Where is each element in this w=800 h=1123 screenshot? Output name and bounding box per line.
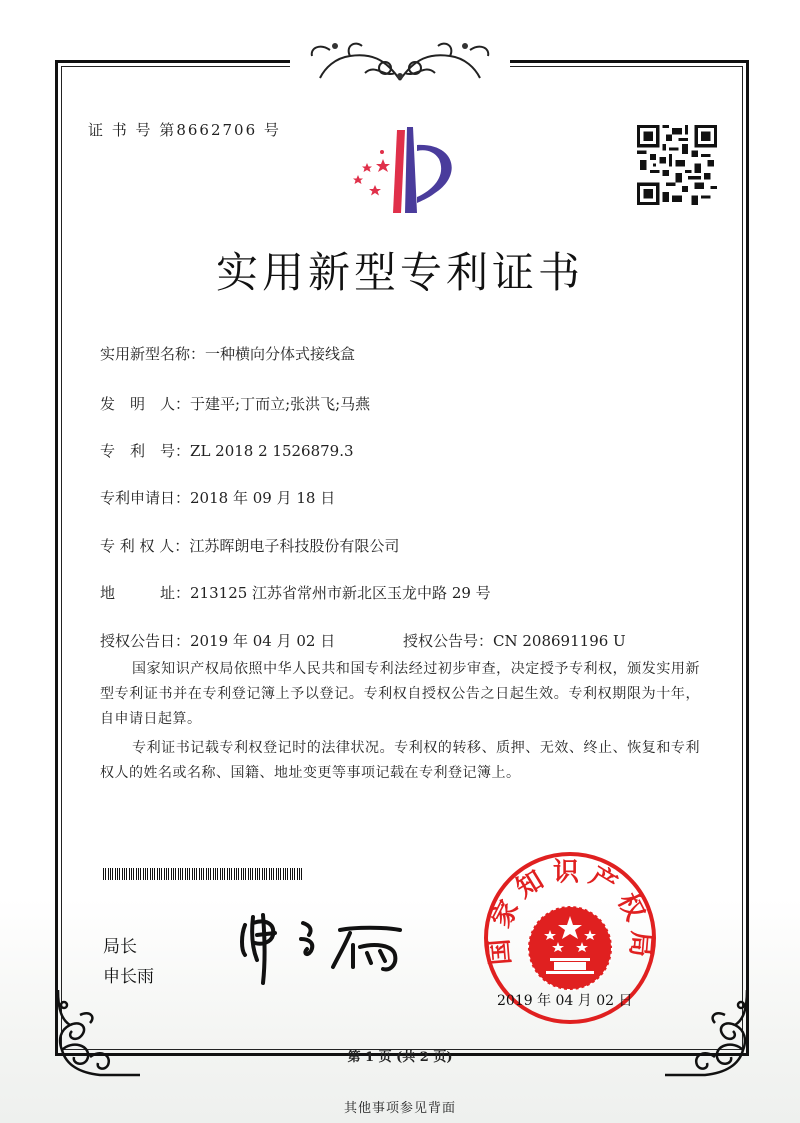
field-label: 专利申请日： [100, 489, 191, 507]
field-label: 地 址： [100, 584, 191, 602]
field-grant-number [403, 630, 626, 651]
field-label: 授权公告号： [403, 632, 494, 650]
field-value: 江苏晖朗电子科技股份有限公司 [189, 537, 400, 555]
field-address [100, 582, 491, 603]
barcode-icon [103, 868, 303, 880]
field-patent-number [100, 440, 354, 461]
field-value: 一种横向分体式接线盒 [205, 345, 356, 363]
seal-date: 2019 年 04 月 02 日 [497, 993, 633, 1009]
field-inventors [100, 393, 370, 414]
field-label: 专 利 号： [100, 442, 191, 460]
certificate-number-label: 证 书 号 第 [88, 121, 177, 139]
director-name: 申长雨 [103, 967, 154, 987]
field-value: 2018 年 09 月 18 日 [190, 489, 336, 507]
director-signature-icon [235, 905, 415, 985]
legal-status-paragraph: 专利证书记载专利权登记时的法律状况。专利权的转移、质押、无效、终止、恢复和专利权人的姓名或名称、国籍、地址变更等事项记载在专利登记簿上。 [100, 740, 700, 781]
director-title: 局长 [103, 937, 137, 957]
field-label: 发 明 人： [100, 395, 191, 413]
field-utility-model-name [100, 343, 355, 364]
field-value: 2019 年 04 月 02 日 [190, 632, 336, 650]
bottom-left-scroll-ornament-icon [50, 985, 140, 1080]
cnipa-logo-icon [335, 115, 455, 215]
field-value: 213125 江苏省常州市新北区玉龙中路 29 号 [190, 584, 491, 602]
certificate-number-suffix: 号 [263, 121, 281, 139]
certificate-title: 实用新型专利证书 [215, 248, 584, 297]
certificate-number [88, 119, 281, 140]
field-application-date [100, 487, 335, 508]
field-grant-date [100, 630, 335, 651]
field-label: 授权公告日： [100, 632, 191, 650]
certificate-number-value: 8662706 [176, 121, 258, 139]
field-value: ZL 2018 2 1526879.3 [190, 442, 354, 460]
field-value: 于建平;丁而立;张洪飞;马燕 [190, 395, 371, 413]
field-label: 专 利 权 人： [100, 537, 190, 555]
bottom-right-scroll-ornament-icon [665, 985, 755, 1080]
svg-text:国家知识产权局: 国家知识产权局 [483, 857, 657, 967]
field-value: CN 208691196 U [493, 632, 626, 650]
field-patentee [100, 535, 399, 556]
grant-statement-paragraph: 国家知识产权局依照中华人民共和国专利法经过初步审查，决定授予专利权，颁发实用新型专利证书并在专利登记簿上予以登记。专利权自授权公告之日起生效。专利权期限为十年，自申请日起算。 [100, 661, 700, 727]
qr-code-icon [637, 125, 717, 205]
back-side-note: 其他事项参见背面 [343, 1101, 456, 1116]
page-number: 第 1 页 (共 2 页) [347, 1050, 453, 1065]
top-scroll-ornament-icon [290, 28, 510, 86]
field-label: 实用新型名称： [100, 345, 206, 363]
